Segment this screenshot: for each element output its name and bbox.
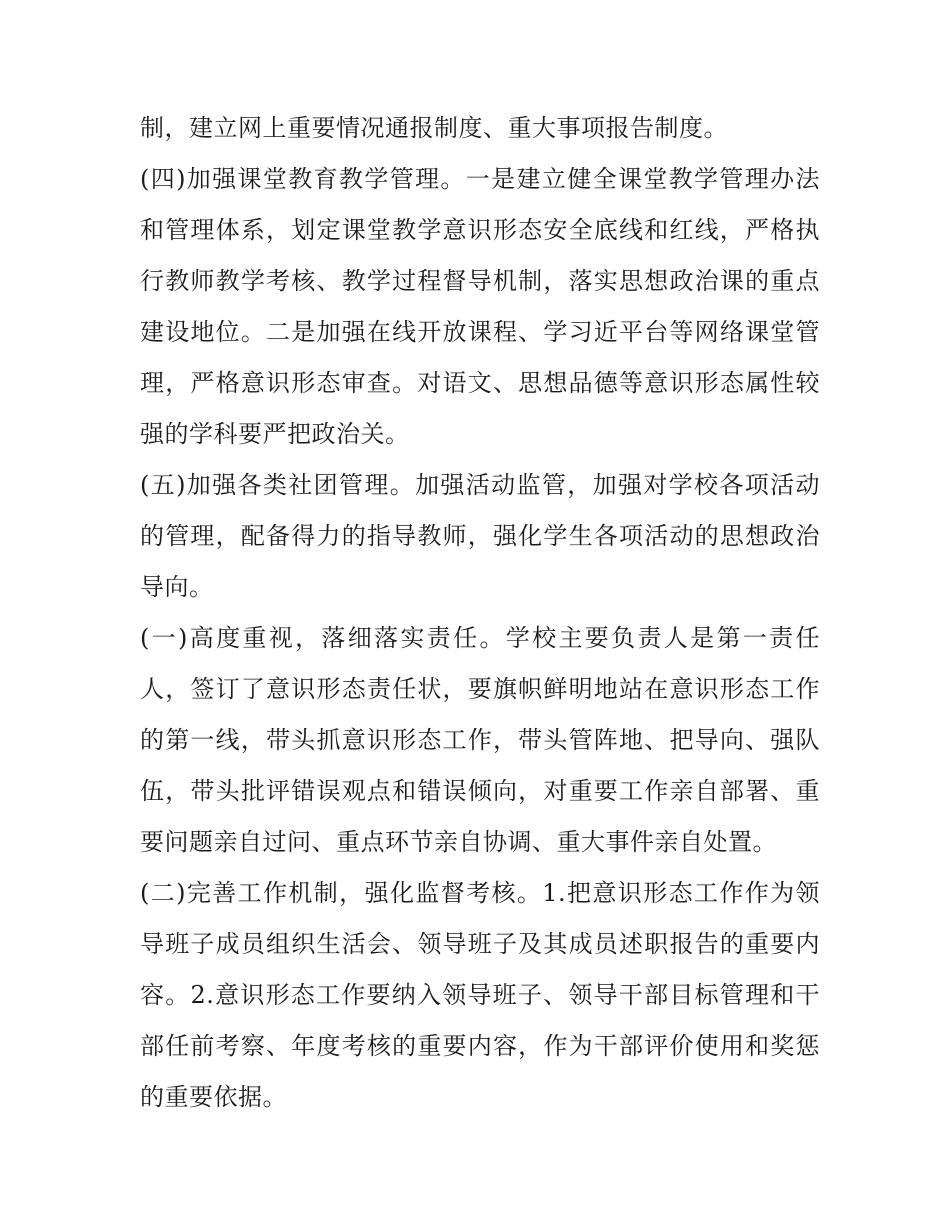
document-body [140, 103, 820, 1123]
paragraph-club-management: (五)加强各类社团管理。加强活动监管，加强对学校各项活动的管理，配备得力的指导教师，强化学生各项活动的思想政治导向。 [140, 471, 820, 601]
paragraph-continuation: 制，建立网上重要情况通报制度、重大事项报告制度。 [140, 114, 728, 142]
paragraph-responsibility: (一)高度重视，落细落实责任。学校主要负责人是第一责任人，签订了意识形态责任状，要旗帜鲜明地站在意识形态工作的第一线，带头抓意识形态工作，带头管阵地、把导向、强队伍，带头批评错误观点和错误倾向，对重要工作亲自部署、重要问题亲自过问、重点环节亲自协调、重大事件亲自处置。 [140, 624, 820, 856]
paragraph-work-mechanism: (二)完善工作机制，强化监督考核。1.把意识形态工作作为领导班子成员组织生活会、领导班子及其成员述职报告的重要内容。2.意识形态工作要纳入领导班子、领导干部目标管理和干部任前考察、年度考核的重要内容，作为干部评价使用和奖惩的重要依据。 [140, 879, 820, 1111]
paragraph-classroom-management: (四)加强课堂教育教学管理。一是建立健全课堂教学管理办法和管理体系，划定课堂教学意识形态安全底线和红线，严格执行教师教学考核、教学过程督导机制，落实思想政治课的重点建设地位。二是加强在线开放课程、学习近平台等网络课堂管理，严格意识形态审查。对语文、思想品德等意识形态属性较强的学科要严把政治关。 [140, 165, 820, 448]
